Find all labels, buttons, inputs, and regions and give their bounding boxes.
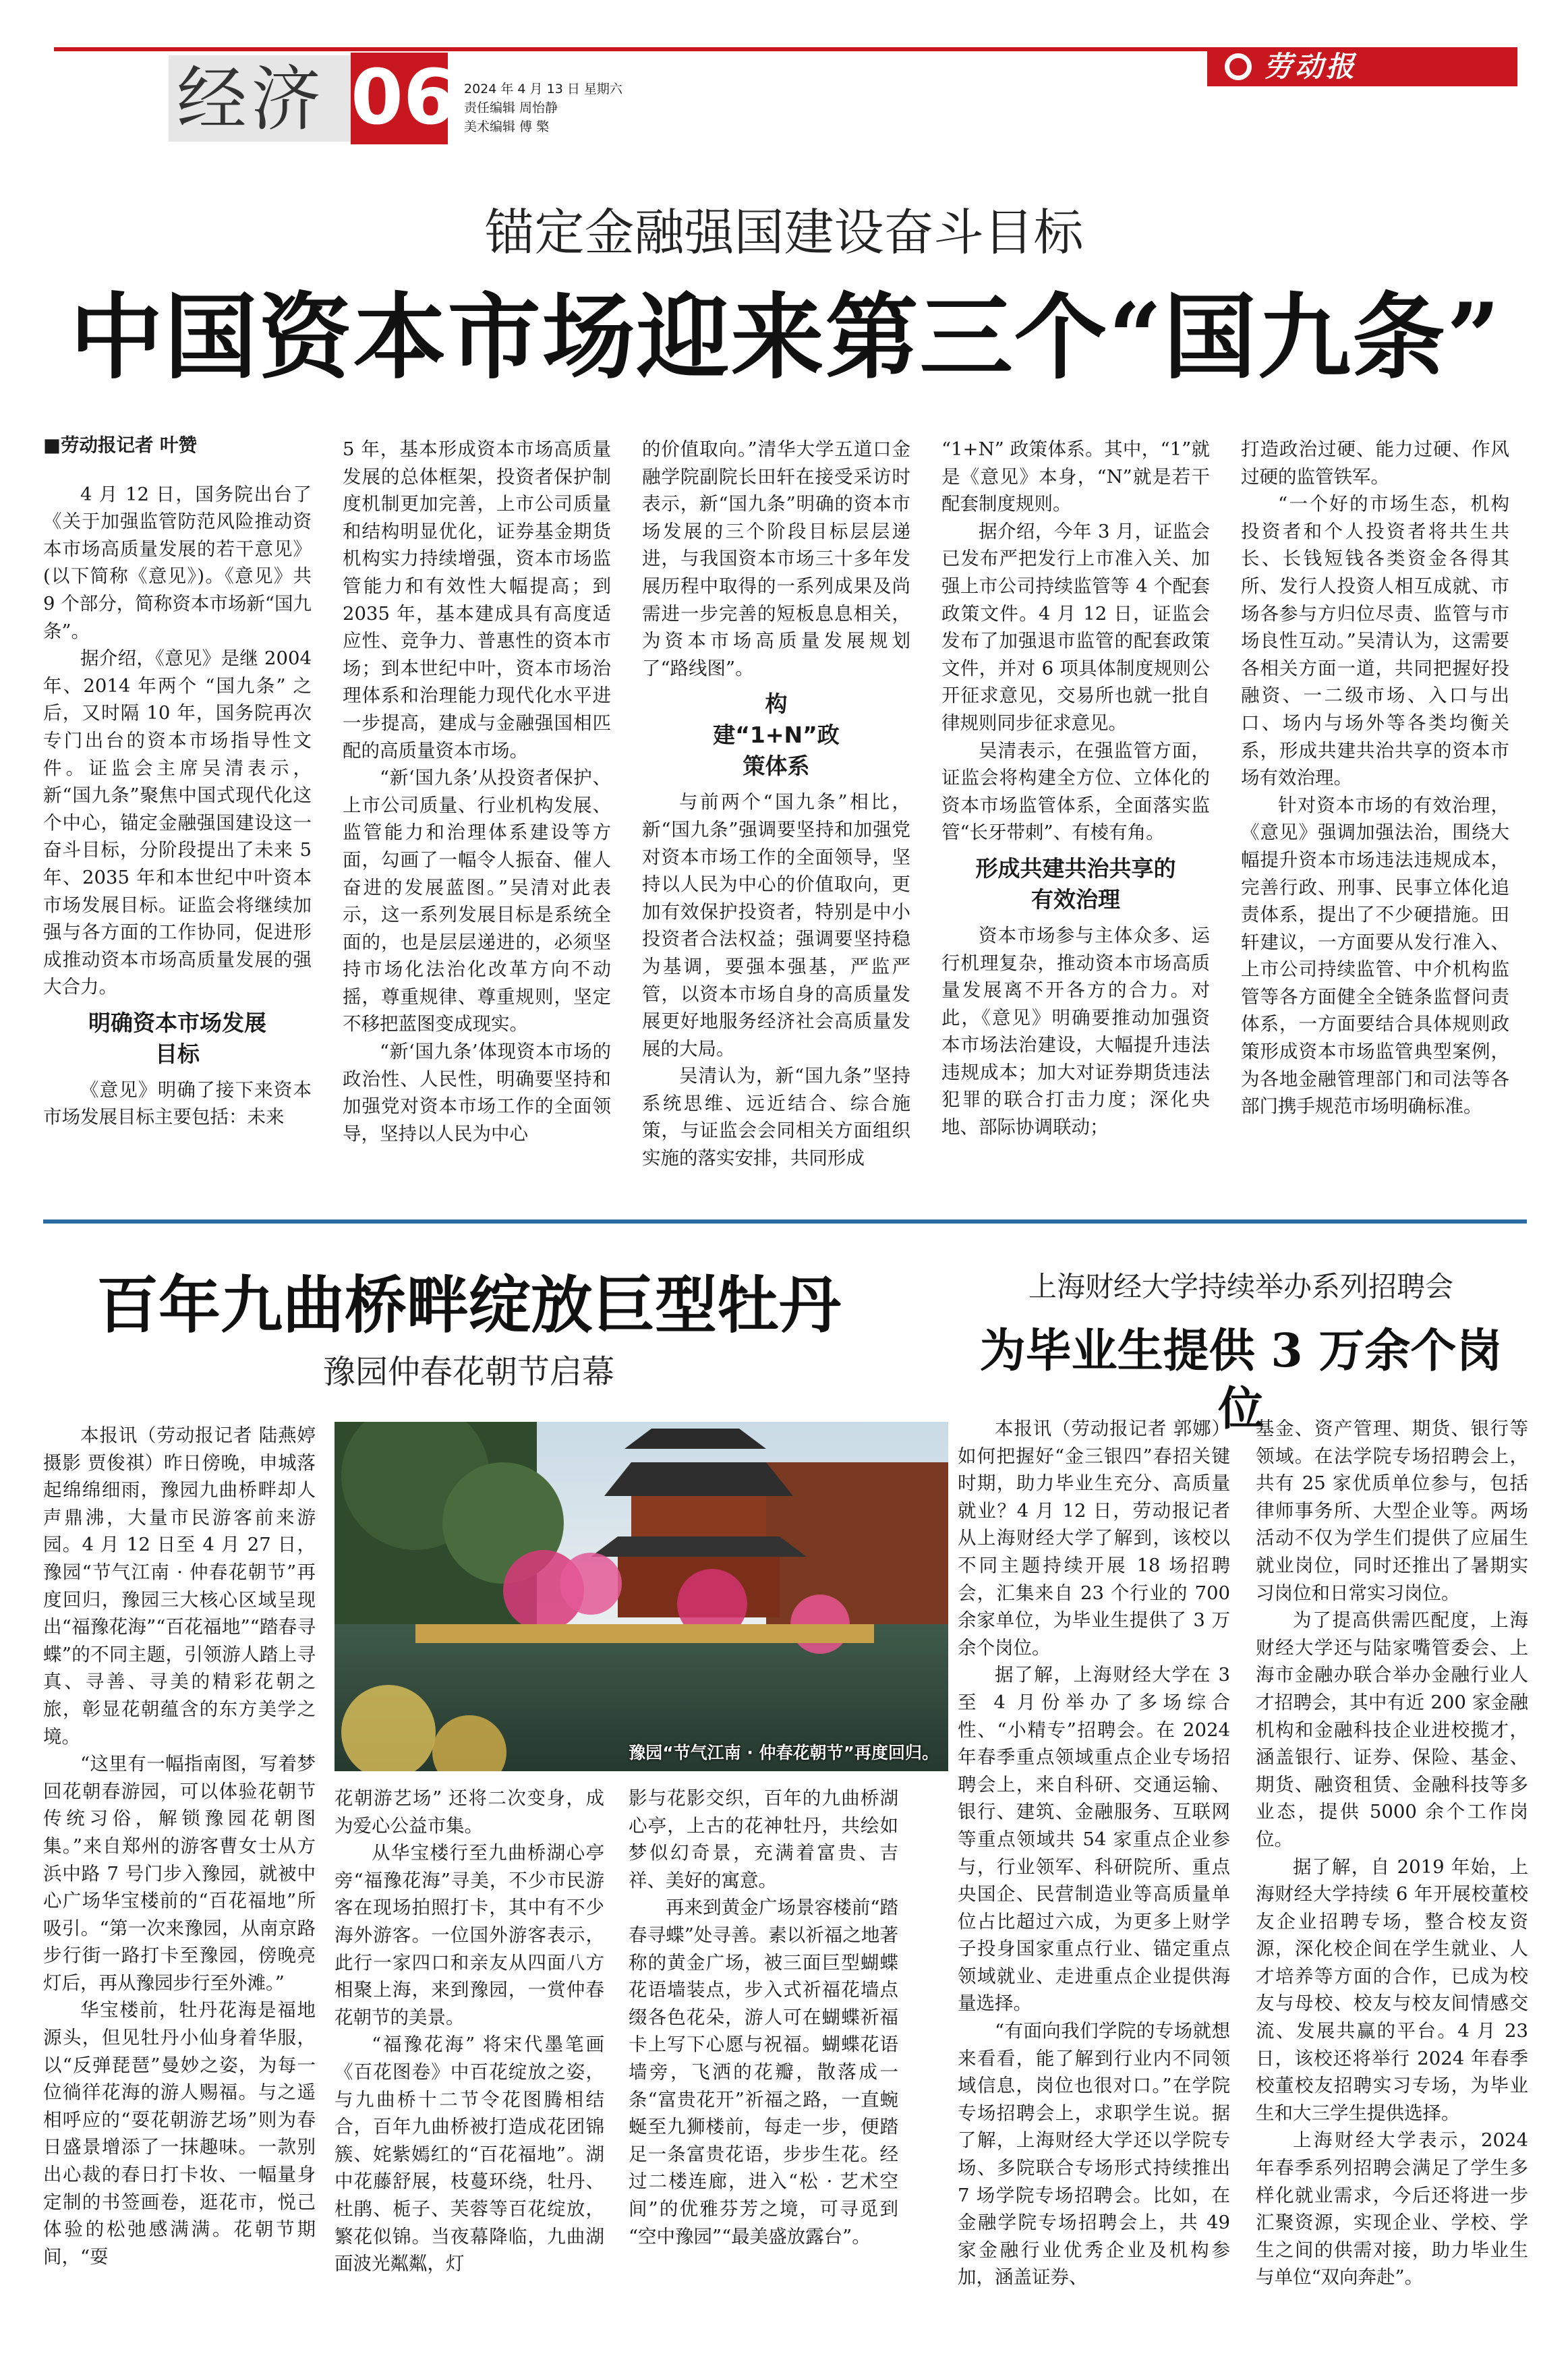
paragraph: 吴清认为，新“国九条”坚持系统思维、远近结合、综合施策，与证监会会同相关方面组织实施的落实安排，共同形成 [642, 1065, 910, 1170]
paragraph: 《意见》明确了接下来资本市场发展目标主要包括：未来 [43, 1079, 312, 1128]
paragraph: “新‘国九条’体现资本市场的政治性、人民性，明确要坚持和加强党对资本市场工作的全面领导，坚持以人民为中心 [343, 1041, 611, 1145]
paragraph: 影与花影交织，百年的九曲桥湖心亭，上古的花神牡丹，共绘如梦似幻奇景，充满着富贵、吉祥、美好的寓意。 [629, 1787, 898, 1891]
paragraph: 打造政治过硬、能力过硬、作风过硬的监管铁军。 [1241, 438, 1509, 488]
article1-column-4 [941, 436, 1210, 1141]
paragraph: 4 月 12 日，国务院出台了《关于加强监管防范风险推动资本市场高质量发展的若干意见》(以下简称《意见》)。《意见》共 9 个部分，简称资本市场新“国九条”。 [43, 483, 312, 642]
paragraph: 上海财经大学表示，2024 年春季系列招聘会满足了学生多样化就业需求，今后还将进一步汇聚资源，实现企业、学校、学生之间的供需对接，助力毕业生与单位“双向奔赴”。 [1256, 2129, 1528, 2289]
article2-column-3 [629, 1785, 898, 2250]
article3-title: 为毕业生提供 3 万余个岗位 [979, 1324, 1503, 1436]
paragraph: “这里有一幅指南图，写着梦回花朝春游园，可以体验花朝节传统习俗，解锁豫园花朝图集。”来自郑州的游客曹女士从方浜中路 7 号门步入豫园，就被中心广场华宝楼前的“百花福地”所吸引。“第一次来豫园，从南京路步行街一路打卡至豫园，傍晚亮灯后，再从豫园步行至外滩。” [43, 1753, 316, 1994]
paragraph: “福豫花海” 将宋代墨笔画《百花图卷》中百花绽放之姿，与九曲桥十二节令花图腾相结合，百年九曲桥被打造成花团锦簇、姹紫嫣红的“百花福地”。湖中花藤舒展，枝蔓环绕，牡丹、杜鹃、栀子、芙蓉等百花绽放，繁花似锦。当夜幕降临，九曲湖面波光粼粼，灯 [335, 2034, 604, 2275]
paragraph: “1+N” 政策体系。其中，“1”就是《意见》本身，“N”就是若干配套制度规则。 [941, 438, 1210, 515]
logo-text: 劳动报 [1264, 50, 1358, 83]
article2-title: 百年九曲桥畔绽放巨型牡丹 [96, 1269, 841, 1342]
article2-column-2 [335, 1785, 604, 2278]
masthead-logo [1207, 47, 1517, 86]
article3-column-2 [1256, 1415, 1528, 2291]
paragraph: 华宝楼前，牡丹花海是福地源头，但见牡丹小仙身着华服，以“反弹琵琶”曼妙之姿，为每一位徜徉花海的游人赐福。与之遥相呼应的“耍花朝游艺场”则为春日盛景增添了一抹趣味。一款别出心裁的春日打卡妆、一幅量身定制的书签画卷，逛花市，悦己体验的松弛感满满。花朝节期间，“耍 [43, 1999, 316, 2268]
paragraph: 再来到黄金广场景容楼前“踏春寻蝶”处寻善。素以祈福之地著称的黄金广场，被三面巨型蝴蝶花语墙装点，步入式祈福花墙点缀各色花朵，游人可在蝴蝶祈福卡上写下心愿与祝福。蝴蝶花语墙旁，飞洒的花瓣，散落成一条“富贵花开”祈福之路，一直蜿蜒至九狮楼前，每走一步，便踏足一条富贵花语，步步生花。经过二楼连廊，进入“松 · 艺术空间”的优雅芬芳之境，可寻觅到 “空中豫园”“最美盛放露台”。 [629, 1897, 898, 2247]
paragraph: 本报讯（劳动报记者 陆燕婷 摄影 贾俊祺）昨日傍晚，申城落起绵绵细雨，豫园九曲桥畔却人声鼎沸，大量市民游客前来游园。4 月 12 日至 4 月 27 日，豫园“节气江南 · 仲春花朝节”再度回归，豫园三大核心区域呈现出“福豫花海”“百花福地”“踏春寻蝶”的不同主题，引领游人踏上寻真、寻善、寻美的精彩花朝之旅，彰显花朝蕴含的东方美学之境。 [43, 1425, 316, 1748]
article1-column-5 [1241, 436, 1509, 1120]
paragraph: “一个好的市场生态，机构投资者和个人投资者将共生共长、长钱短钱各类资金各得其所、发行人投资人相互成就、市场各参与方归位尽责、监管与市场良性互动。”吴清认为，这需要各相关方面一道，共同把握好投融资、一二级市场、入口与出口、场内与场外等各类均衡关系，形成共建共治共享的资本市场有效治理。 [1241, 493, 1509, 789]
paragraph: 吴清表示，在强监管方面，证监会将构建全方位、立体化的资本市场监管体系，全面落实监管“长牙带刺”、有棱有角。 [941, 739, 1210, 844]
paragraph: 本报讯（劳动报记者 郭娜）如何把握好“金三银四”春招关键时期，助力毕业生充分、高质量就业？4 月 12 日，劳动报记者从上海财经大学了解到，该校以不同主题持续开展 18 场招聘会，汇集来自 23 个行业的 700 余家单位，为毕业生提供了 3 万余个岗位。 [958, 1418, 1230, 1659]
yuyuan-photo [335, 1422, 948, 1771]
yuyuan-photo-illustration [335, 1422, 948, 1771]
paragraph: 花朝游艺场” 还将二次变身，成为爱心公益市集。 [335, 1787, 604, 1837]
page-number: 06 [351, 54, 456, 142]
paragraph: 资本市场参与主体众多、运行机理复杂，推动资本市场高质量发展离不开各方的合力。对此，《意见》明确要推动加强资本市场法治建设，大幅提升违法违规成本；加大对证券期货违法犯罪的联合打击力度；深化央地、部际协调联动； [941, 924, 1210, 1139]
paragraph: “新‘国九条’从投资者保护、上市公司质量、行业机构发展、监管能力和治理体系建设等方面，勾画了一幅令人振奋、催人奋进的发展蓝图。”吴清对此表示，这一系列发展目标是系统全面的，也是层层递进的，必须坚持市场化法治化改革方向不动摇，尊重规律、尊重规则，坚定不移把蓝图变成现实。 [343, 767, 611, 1035]
article1-column-2 [343, 436, 611, 1147]
section-divider [43, 1219, 1527, 1224]
article1-subtitle: 锚定金融强国建设奋斗目标 [484, 204, 1084, 262]
header-top-rule [54, 47, 1214, 51]
paragraph: 与前两个“国九条”相比，新“国九条”强调要坚持和加强党对资本市场工作的全面领导，坚持以人民为中心的价值取向，更加有效保护投资者，特别是中小投资者合法权益；强调要坚持稳为基调，要强本强基，严监严管，以资本市场自身的高质量发展更好地服务经济社会高质量发展的大局。 [642, 791, 910, 1060]
paragraph: 针对资本市场的有效治理，《意见》强调加强法治，围绕大幅提升资本市场违法违规成本，完善行政、刑事、民事立体化追责体系，提出了不少硬措施。田轩建议，一方面要从发行准入、上市公司持续监管、中介机构监管等各方面健全全链条监督问责体系，一方面要结合具体规则政策形成资本市场监管典型案例，为各地金融管理部门和司法等各部门携手规范市场明确标准。 [1241, 794, 1509, 1118]
article1-title: 中国资本市场迎来第三个“国九条” [69, 282, 1502, 392]
article2-column-1 [43, 1422, 316, 2270]
issue-date: 2024 年 4 月 13 日 星期六 [464, 82, 622, 96]
section-heading: 构建“1+N”政策体系 [713, 691, 840, 780]
paragraph: 从华宝楼行至九曲桥湖心亭旁“福豫花海”寻美，不少市民游客在现场拍照打卡，其中有不少海外游客。一位国外游客表示，此行一家四口和亲友从四面八方相聚上海，来到豫园，一赏仲春花朝节的美景。 [335, 1842, 604, 2028]
paragraph: 据了解，上海财经大学在 3 至 4 月份举办了多场综合性、“小精专”招聘会。在 2024 年春季重点领域重点企业专场招聘会上，来自科研、交通运输、银行、建筑、金融服务、互联网等重点领域共 54 家重点企业参与，行业领军、科研院所、重点央国企、民营制造业等高质量单位占比超过六成，为更多上财学子投身国家重点行业、锚定重点领域就业、走进重点企业提供海量选择。 [958, 1664, 1230, 2015]
article1-column-3 [642, 436, 910, 1172]
section-heading: 形成共建共治共享的有效治理 [975, 855, 1176, 913]
paragraph: 据介绍，今年 3 月，证监会已发布严把发行上市准入关、加强上市公司持续监管等 4 个配套政策文件。4 月 12 日，证监会发布了加强退市监管的配套政策文件，并对 6 项具体制度规则公开征求意见，交易所也就一批自律规则同步征求意见。 [941, 520, 1210, 734]
section-name: 经济 [177, 58, 326, 140]
section-heading: 明确资本市场发展目标 [88, 1009, 266, 1067]
paragraph: 的价值取向。”清华大学五道口金融学院副院长田轩在接受采访时表示，新“国九条”明确的资本市场发展的三个阶段目标层层递进，与我国资本市场三十多年发展历程中取得的一系列成果及尚需进一步完善的短板息息相关，为资本市场高质量发展规划了“路线图”。 [642, 438, 910, 679]
article1-column-1 [43, 432, 312, 1131]
article3-column-1 [958, 1415, 1230, 2291]
art-editor: 美术编辑 傅 檠 [464, 119, 550, 134]
logo-mark-icon [1225, 53, 1252, 80]
article3-subtitle: 上海财经大学持续举办系列招聘会 [1028, 1270, 1453, 1303]
article1-byline: ■劳动报记者 叶赞 [43, 434, 198, 456]
paragraph: 据介绍，《意见》是继 2004 年、2014 年两个 “国九条” 之后，又时隔 10 年，国务院再次专门出台的资本市场指导性文件。证监会主席吴清表示，新“国九条”聚焦中国式现代化这个中心，锚定金融强国建设这一奋斗目标，分阶段提出了未来 5 年、2035 年和本世纪中叶资本市场发展目标。证监会将继续加强与各方面的工作协同，促进形成推动资本市场高质量发展的强大合力。 [43, 648, 312, 998]
paragraph: 基金、资产管理、期货、银行等领域。在法学院专场招聘会上，共有 25 家优质单位参与，包括律师事务所、大型企业等。两场活动不仅为学生们提供了应届生就业岗位，同时还推出了暑期实习岗位和日常实习岗位。 [1256, 1418, 1528, 1604]
article2-subtitle: 豫园仲春花朝节启幕 [322, 1353, 614, 1391]
responsible-editor: 责任编辑 周怡静 [464, 100, 558, 115]
paragraph: 为了提高供需匹配度，上海财经大学还与陆家嘴管委会、上海市金融办联合举办金融行业人才招聘会，其中有近 200 家金融机构和金融科技企业进校揽才，涵盖银行、证券、保险、基金、期货、融资租赁、金融科技等多业态，提供 5000 余个工作岗位。 [1256, 1609, 1528, 1850]
paragraph: 据了解，自 2019 年始，上海财经大学持续 6 年开展校董校友企业招聘专场，整合校友资源，深化校企间在学生就业、人才培养等方面的合作，已成为校友与母校、校友与校友间情感交流、发展共赢的平台。4 月 23 日，该校还将举行 2024 年春季校董校友招聘实习专场，为毕业生和大三学生提供选择。 [1256, 1856, 1528, 2124]
paragraph: “有面向我们学院的专场就想来看看，能了解到行业内不同领域信息，岗位也很对口。”在学院专场招聘会上，求职学生说。据了解，上海财经大学还以学院专场、多院联合专场形式持续推出 7 场学院专场招聘会。比如，在金融学院专场招聘会上，共 49 家金融行业优秀企业及机构参加，涵盖证券、 [958, 2020, 1230, 2289]
photo-caption: 豫园“节气江南 · 仲春花朝节”再度回归。 [629, 1743, 939, 1762]
paragraph: 5 年，基本形成资本市场高质量发展的总体框架，投资者保护制度机制更加完善，上市公司质量和结构明显优化，证券基金期货机构实力持续增强，资本市场监管能力和有效性大幅提高；到 2035 年，基本建成具有高度适应性、竞争力、普惠性的资本市场；到本世纪中叶，资本市场治理体系和治理能力现代化水平进一步提高，建成与金融强国相匹配的高质量资本市场。 [343, 438, 611, 762]
